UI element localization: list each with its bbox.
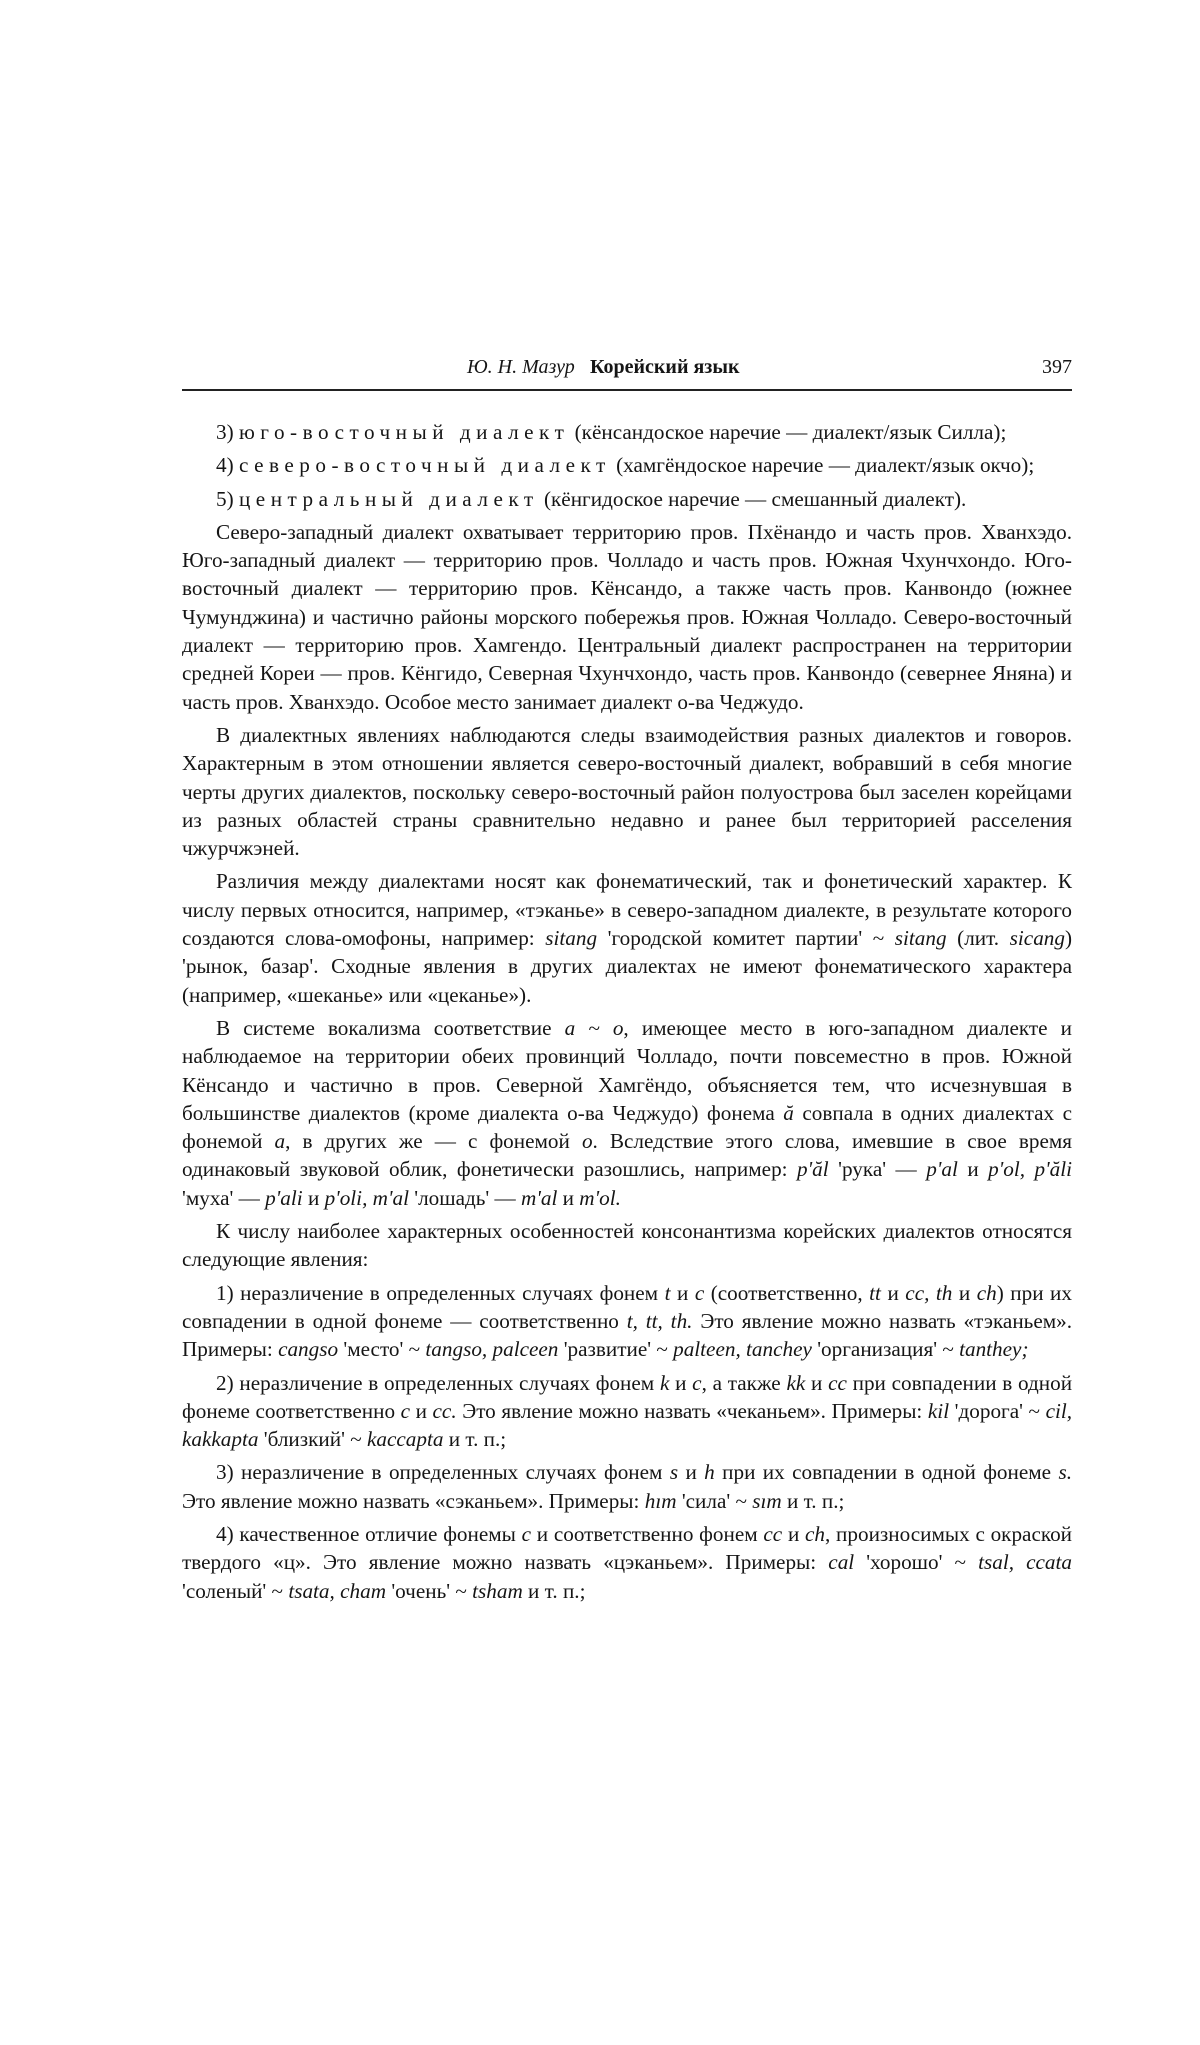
page-body xyxy=(182,418,1072,1610)
paragraph-consonantism: К числу наиболее характерных особенностей консонантизма корейских диалектов относятся следующие явления: xyxy=(182,1219,1072,1272)
header-author: Ю. Н. Мазур xyxy=(467,356,575,378)
paragraph-dialect-3: 3) юго-восточный диалект (кёнсандоское наречие — диалект/язык Силла); xyxy=(216,420,1007,444)
spaced-term: центральный диалект xyxy=(238,486,539,511)
paragraph-item-2: 2) неразличение в определенных случаях фонем k и c, а также kk и cc при совпадении в одной фонеме соответственно c и cc. Это явление можно назвать «чеканьем». Примеры: kil 'дорога' ~ cil, kakkapta 'близкий' ~ kaccapta и т. п.; xyxy=(182,1370,1073,1452)
paragraph-interaction: В диалектных явлениях наблюдаются следы взаимодействия разных диалектов и говоров. Характерным в этом отношении является северо-восточный диалект, вобравший в себя многие черты других диалектов, поскольку северо-восточный район полуострова был заселен корейцами из разных областей страны сравнительно недавно и ранее был территорией расселения чжурчжэней. xyxy=(182,722,1072,861)
paragraph-item-3: 3) неразличение в определенных случаях фонем s и h при их совпадении в одной фонеме s. Это явление можно назвать «сэканьем». Примеры: hım 'сила' ~ sım и т. п.; xyxy=(182,1460,1072,1513)
paragraph-dialect-5: 5) центральный диалект (кёнгидоское наречие — смешанный диалект). xyxy=(216,486,967,511)
paragraph-item-1: 1) неразличение в определенных случаях фонем t и c (соответственно, tt и cc, th и ch) при их совпадении в одной фонеме — соответственно t, tt, th. Это явление можно назвать «тэканьем». Примеры: cangso 'место' ~ tangso, palceen 'развитие' ~ palteen, tanchey 'организация' ~ tanthey; xyxy=(182,1280,1073,1362)
paragraph-dialect-4: 4) северо-восточный диалект (хамгёндоское наречие — диалект/язык окчо); xyxy=(216,453,1035,478)
spaced-term: юго-восточный диалект xyxy=(238,420,570,444)
paragraph-differences: Различия между диалектами носят как фонематический, так и фонетический характер. К числу первых относится, например, «тэканье» в северо-западном диалекте, в результате которого создаются слова-омофоны, например: sitang 'городской комитет партии' ~ sitang (лит. sicang) 'рынок, базар'. Сходные явления в других диалектах не имеют фонематического характера (например, «шеканье» или «цеканье»). xyxy=(182,869,1073,1007)
page-number: 397 xyxy=(1042,356,1072,378)
header-title: Корейский язык xyxy=(590,356,740,378)
header-rule xyxy=(182,389,1072,391)
running-header xyxy=(182,352,1072,382)
paragraph-territories: Северо-западный диалект охватывает территорию пров. Пхёнандо и часть пров. Хванхэдо. Юго-западный диалект — территорию пров. Чолладо и часть пров. Южная Чхунчхондо. Юго-восточный диалект — территорию пров. Кёнсандо, а также часть пров. Канвондо (южнее Чумунджина) и частично районы морского побережья пров. Южная Чолладо. Северо-восточный диалект — территорию пров. Хамгендо. Центральный диалект распространен на территории средней Кореи — пров. Кёнгидо, Северная Чхунчхондо, часть пров. Канвондо (севернее Яняна) и часть пров. Хванхэдо. Особое место занимает диалект о-ва Чеджудо. xyxy=(182,519,1072,714)
paragraph-item-4: 4) качественное отличие фонемы c и соответственно фонем cc и ch, произносимых с окраской твердого «ц». Это явление можно назвать «цэканьем». Примеры: cal 'хорошо' ~ tsal, ccata 'соленый' ~ tsata, cham 'очень' ~ tsham и т. п.; xyxy=(182,1521,1073,1603)
paragraph-vocalism: В системе вокализма соответствие a ~ o, имеющее место в юго-западном диалекте и наблюдаемое на территории обеих провинций Чолладо, почти повсеместно в пров. Южной Кёнсандо и частично в пров. Северной Хамгёндо, объясняется тем, что исчезнувшая в большинстве диалектов (кроме диалекта о-ва Чеджудо) фонема ă совпала в одних диалектах с фонемой a, в других же — с фонемой o. Вследствие этого слова, имевшие в свое время одинаковый звуковой облик, фонетически разошлись, например: p'ăl 'рука' — p'al и p'ol, p'ăli 'муха' — p'ali и p'oli, m'al 'лошадь' — m'al и m'ol. xyxy=(182,1015,1073,1210)
spaced-term: северо-восточный диалект xyxy=(238,453,611,478)
